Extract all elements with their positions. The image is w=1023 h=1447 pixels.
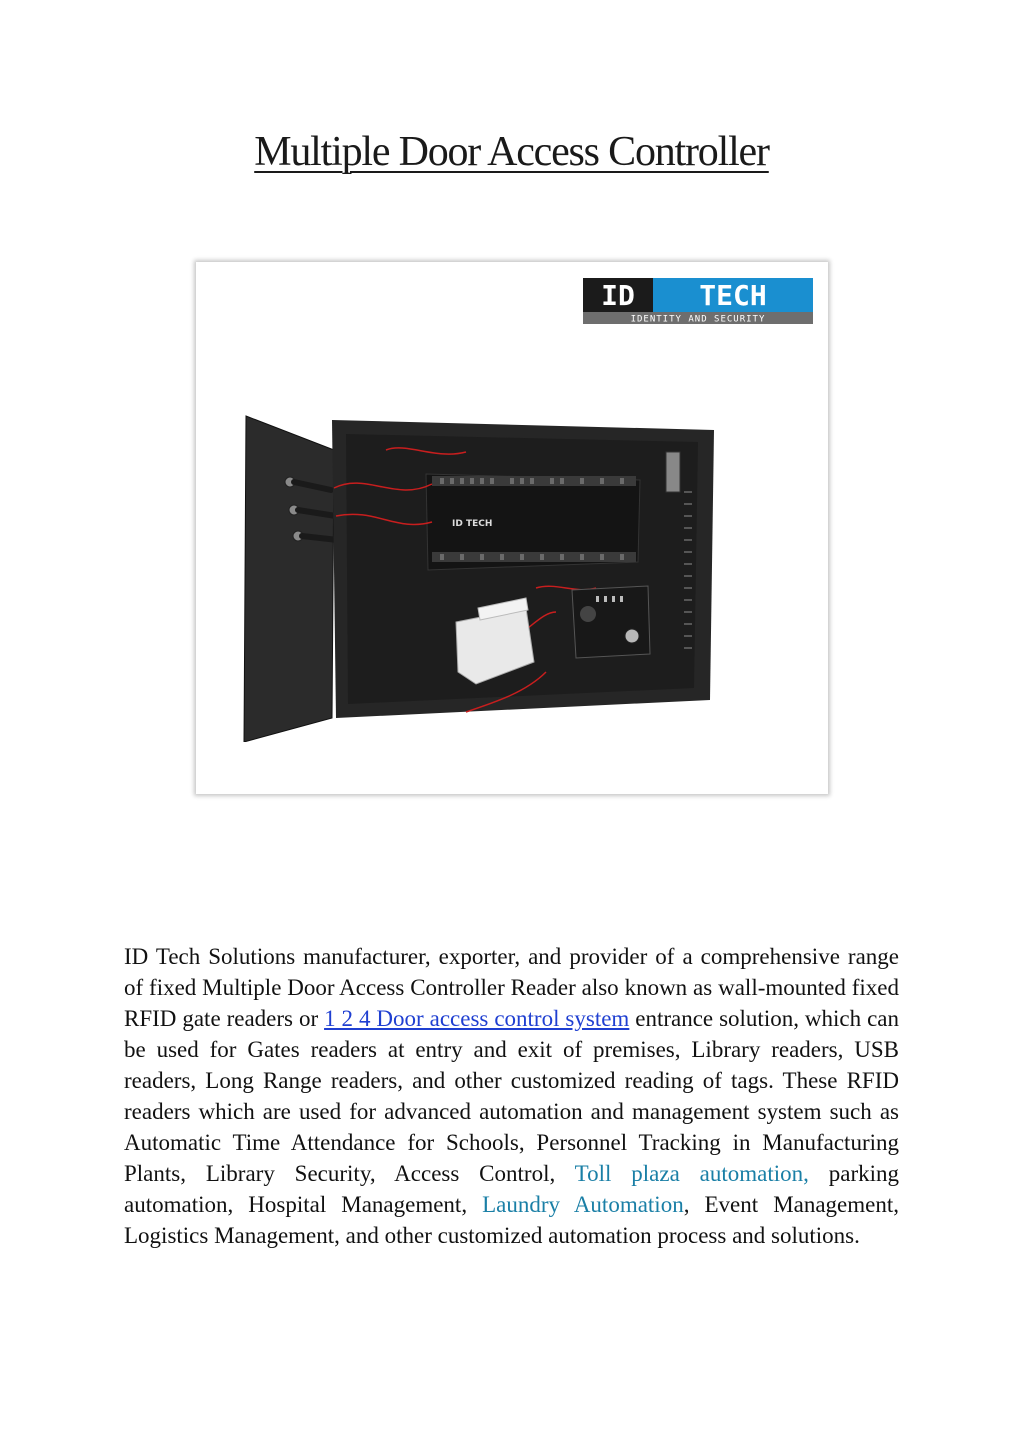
- access-controller-cabinet-image: [236, 412, 716, 742]
- logo-tagline: IDENTITY AND SECURITY: [630, 314, 766, 324]
- logo-text-id: ID: [601, 279, 635, 312]
- paragraph-text: parking automation, Hospital Management,: [124, 1161, 899, 1217]
- description-paragraph: [124, 941, 899, 1251]
- laundry-automation-link[interactable]: Laundry Automation: [482, 1192, 684, 1217]
- product-image-frame: [196, 262, 828, 794]
- paragraph-text: ID Tech Solutions manufacturer, exporter, and provider of a comprehensive range of fixed Multiple Door Access Controller Reader also known as wall-mounted fixed RFID gate readers or: [124, 944, 899, 1031]
- paragraph-text: , Event Management, Logistics Management, and other customized automation process and solutions.: [124, 1192, 900, 1248]
- page-title: Multiple Door Access Controller: [254, 129, 769, 175]
- id-tech-logo: [583, 278, 813, 324]
- toll-plaza-automation-link[interactable]: Toll plaza automation,: [574, 1161, 809, 1186]
- paragraph-text: entrance solution, which can be used for Gates readers at entry and exit of premises, Library readers, USB readers, Long Range readers, and other customized reading of tags. These RFID readers which are used for advanced automation and management system such as Automatic Time Attendance for Schools, Personnel Tracking in Manufacturing Plants, Library Security, Access Control,: [124, 1006, 899, 1186]
- door-access-control-link[interactable]: 1 2 4 Door access control system: [324, 1006, 630, 1031]
- device-label: ID TECH: [452, 519, 493, 529]
- logo-text-tech: TECH: [699, 279, 767, 312]
